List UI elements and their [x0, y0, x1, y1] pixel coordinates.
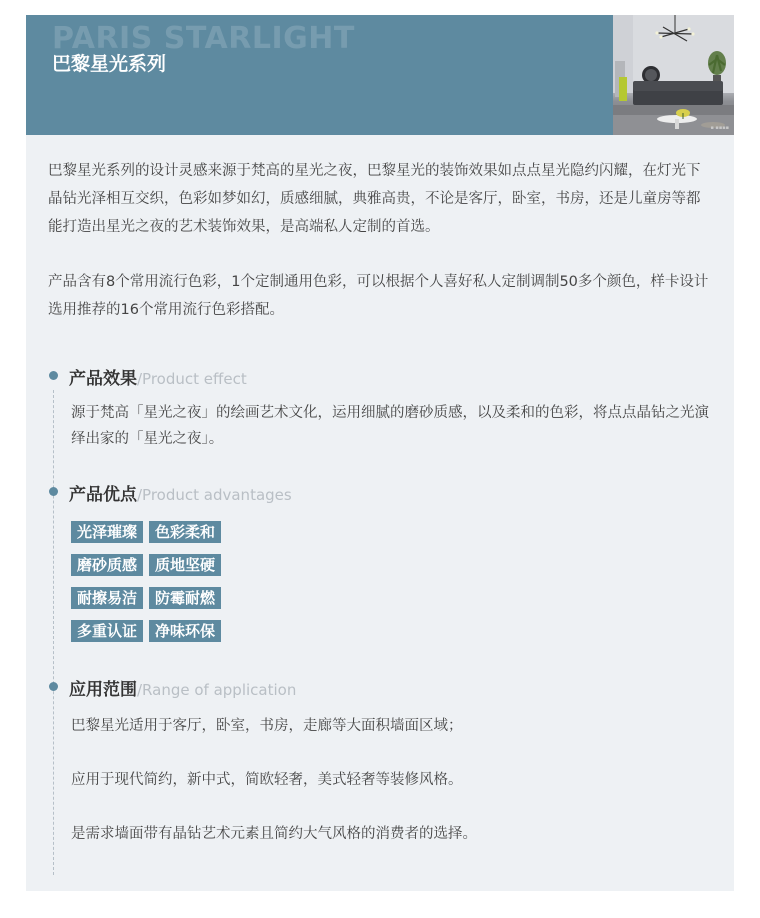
application-line: 是需求墙面带有晶钻艺术元素且简约大气风格的消费者的选择。 — [71, 826, 477, 842]
section-title-en: /Product effect — [137, 370, 247, 388]
advantage-tag: 耐擦易洁 — [71, 587, 143, 609]
photo-credit: ▪ ▪▪▪▪ — [710, 125, 729, 131]
section-timeline — [53, 390, 54, 875]
section-title-cn: 产品效果 — [69, 369, 137, 389]
dot-icon — [49, 371, 58, 380]
advantage-tag: 净味环保 — [149, 620, 221, 642]
application-line: 巴黎星光适用于客厅，卧室，书房，走廊等大面积墙面区域； — [71, 718, 463, 734]
section-title-cn: 产品优点 — [69, 485, 137, 505]
intro-paragraph-2: 产品含有8个常用流行色彩，1个定制通用色彩，可以根据个人喜好私人定制调制50多个颜色，样卡设计选用推荐的16个常用流行色彩搭配。 — [48, 274, 709, 318]
dot-icon — [49, 487, 58, 496]
section-title-cn: 应用范围 — [69, 680, 137, 700]
header-watermark: PARIS STARLIGHT — [52, 21, 355, 56]
tag-row — [71, 620, 311, 642]
section-title — [69, 480, 292, 505]
effect-text: 源于梵高「星光之夜」的绘画艺术文化，运用细腻的磨砂质感，以及柔和的色彩，将点点晶钻之光演绎出家的「星光之夜」。 — [71, 405, 709, 447]
advantage-tags — [71, 521, 311, 653]
section-title — [69, 675, 296, 700]
advantage-tag: 磨砂质感 — [71, 554, 143, 576]
application-line: 应用于现代简约，新中式，简欧轻奢，美式轻奢等装修风格。 — [71, 772, 463, 788]
section-title — [69, 364, 247, 389]
section-title-en: /Range of application — [137, 681, 297, 699]
page-title: 巴黎星光系列 — [52, 53, 167, 75]
product-card — [26, 15, 734, 891]
advantage-tag: 光泽璀璨 — [71, 521, 143, 543]
advantage-tag: 多重认证 — [71, 620, 143, 642]
advantage-tag: 质地坚硬 — [149, 554, 221, 576]
section-title-en: /Product advantages — [137, 486, 292, 504]
living-room-illustration — [613, 15, 734, 135]
living-room-photo — [613, 15, 734, 135]
header-banner — [26, 15, 734, 135]
advantage-tag: 防霉耐燃 — [149, 587, 221, 609]
dot-icon — [49, 682, 58, 691]
tag-row — [71, 554, 311, 576]
tag-row — [71, 587, 311, 609]
intro-paragraph-1: 巴黎星光系列的设计灵感来源于梵高的星光之夜，巴黎星光的装饰效果如点点星光隐约闪耀，在灯光下晶钻光泽相互交织，色彩如梦如幻，质感细腻，典雅高贵，不论是客厅，卧室，书房，还是儿童房等都能打造出星光之夜的艺术装饰效果，是高端私人定制的首选。 — [48, 163, 701, 235]
advantage-tag: 色彩柔和 — [149, 521, 221, 543]
tag-row — [71, 521, 311, 543]
